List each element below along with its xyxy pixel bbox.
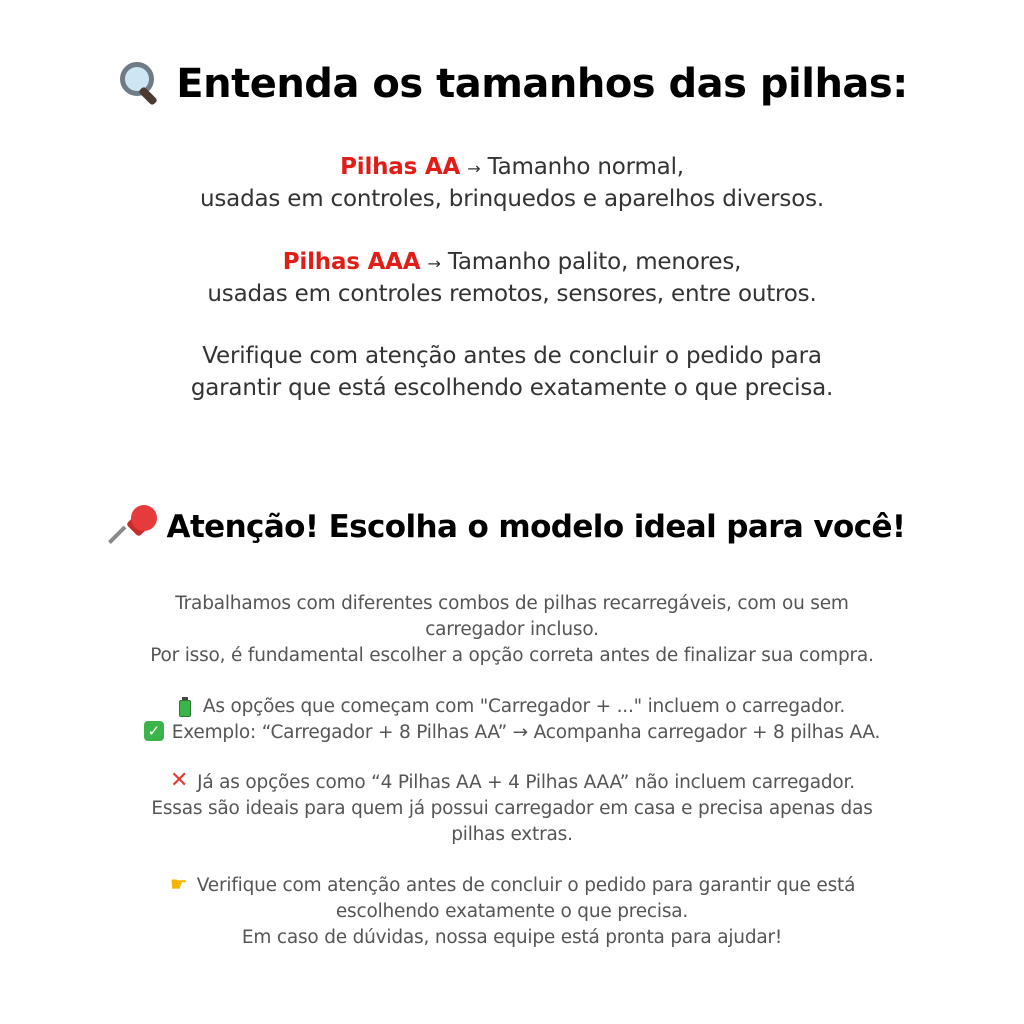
aa-line-1 [0,151,1024,185]
section1-title-text: Entenda os tamanhos das pilhas: [176,61,908,107]
final-line-2: escolhendo exatamente o que precisa. [335,901,689,922]
aa-line-2: usadas em controles, brinquedos e aparelhos diversos. [200,186,824,212]
example-line [0,720,1024,746]
battery-icon [179,697,191,717]
final-text: Verifique com atenção antes de concluir o pedido para garantir que está [196,875,856,896]
cross-mark-icon: ✕ [169,768,189,793]
pointing-hand-icon: ☛ [169,872,188,896]
section2-title [0,506,1024,550]
example-text: Exemplo: “Carregador + 8 Pilhas AA” → Acompanha carregador + 8 pilhas AA. [171,722,881,743]
intro-line-3: Por isso, é fundamental escolher a opção correta antes de finalizar sua compra. [150,645,874,666]
final-line-1 [0,873,1024,899]
verify-line-1: Verifique com atenção antes de concluir o pedido para [202,343,822,369]
pushpin-icon [119,505,159,547]
magnifying-glass-icon [116,60,162,106]
aaa-label: Pilhas AAA [282,249,421,275]
aaa-line-2: usadas em controles remotos, sensores, entre outros. [207,281,817,307]
charger-line [0,694,1024,720]
section2-title-text: Atenção! Escolha o modelo ideal para você! [166,509,906,545]
nocharger-line-1 [0,770,1024,796]
aa-label: Pilhas AA [340,154,461,180]
check-mark-icon: ✓ [144,721,164,741]
charger-text: As opções que começam com "Carregador + ..." incluem o carregador. [202,696,846,717]
arrow-icon: → [467,159,481,178]
arrow-icon: → [427,254,441,273]
nocharger-line-3: pilhas extras. [451,824,573,845]
aaa-line-1 [0,246,1024,280]
section1-title [0,58,1024,110]
nocharger-line-2: Essas são ideais para quem já possui carregador em casa e precisa apenas das [151,798,873,819]
verify-line-2: garantir que está escolhendo exatamente o que precisa. [190,375,834,401]
nocharger-text: Já as opções como “4 Pilhas AA + 4 Pilhas AAA” não incluem carregador. [197,772,855,793]
final-line-3: Em caso de dúvidas, nossa equipe está pronta para ajudar! [241,927,783,948]
intro-line-1: Trabalhamos com diferentes combos de pilhas recarregáveis, com ou sem [175,593,849,614]
aaa-text: Tamanho palito, menores, [447,249,742,275]
intro-line-2: carregador incluso. [425,619,599,640]
aa-text: Tamanho normal, [487,154,684,180]
